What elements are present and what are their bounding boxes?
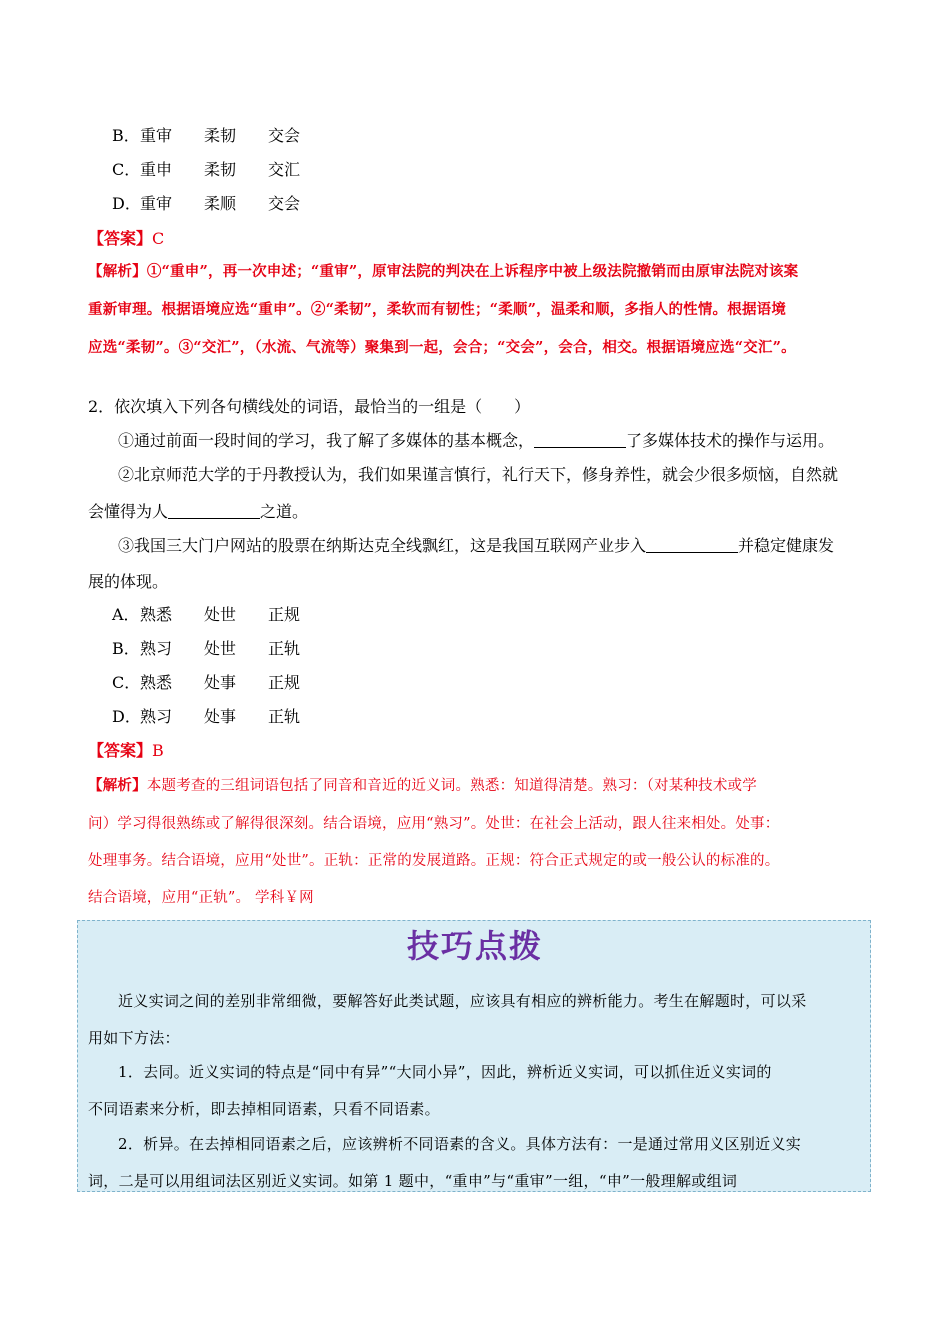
q2-stem: 2．依次填入下列各句横线处的词语，最恰当的一组是（ ）	[88, 397, 531, 416]
q2-option-d: D．熟习 处事 正轨	[112, 707, 301, 726]
tips-line-6: 词，二是可以用组词法区别近义实词。如第 1 题中，“重申”与“重审”一组，“申”一般理解或组词	[88, 1172, 738, 1190]
q2-option-a: A．熟悉 处世 正规	[112, 605, 301, 624]
q1-answer: 【答案】C	[88, 229, 165, 248]
q1-analysis-line-1: 【解析】①“重申”，再一次申述；“重审”，原审法院的判决在上诉程序中被上级法院撤销而由原审法院对该案	[88, 263, 799, 280]
q2-analysis-line-2: 问）学习得很熟练或了解得很深刻。结合语境，应用“熟习”。处世：在社会上活动，跟人往来相处。处事：	[88, 816, 780, 832]
q1-option-b: B．重审 柔韧 交会	[112, 126, 301, 145]
tips-line-4: 不同语素来分析，即去掉相同语素，只看不同语素。	[88, 1100, 440, 1118]
q2-sentence-1: ①通过前面一段时间的学习，我了解了多媒体的基本概念， 了多媒体技术的操作与运用。	[118, 431, 835, 450]
q2-option-b: B．熟习 处世 正轨	[112, 639, 301, 658]
q2-sentence-3-cont: 展的体现。	[88, 572, 169, 591]
q2-blank-2	[168, 502, 260, 519]
q2-analysis-line-1: 【解析】本题考查的三组词语包括了同音和音近的近义词。熟悉：知道得清楚。熟习：（对某种技术或学	[88, 777, 757, 794]
tips-title: 技巧点拨	[406, 927, 543, 965]
q1-analysis-line-3: 应选“柔韧”。③“交汇”，（水流、气流等）聚集到一起，会合；“交会”，会合，相交。根据语境应选“交汇”。	[88, 339, 796, 356]
q2-analysis-line-3: 处理事务。结合语境，应用“处世”。正轨：正常的发展道路。正规：符合正式规定的或一般公认的标准的。	[88, 853, 780, 869]
tips-line-2: 用如下方法：	[88, 1029, 180, 1047]
q2-blank-3	[646, 536, 738, 553]
q1-option-d: D．重审 柔顺 交会	[112, 194, 301, 213]
q2-sentence-3: ③我国三大门户网站的股票在纳斯达克全线飘红，这是我国互联网产业步入 并稳定健康发	[118, 536, 835, 555]
q1-analysis-line-2: 重新审理。根据语境应选“重申”。②“柔韧”，柔软而有韧性；“柔顺”，温柔和顺，多指人的性情。根据语境	[88, 301, 787, 318]
q2-analysis-line-4: 结合语境，应用“正轨”。 学科￥网	[88, 890, 314, 906]
tips-line-1: 近义实词之间的差别非常细微，要解答好此类试题，应该具有相应的辨析能力。考生在解题时，可以采	[118, 992, 807, 1010]
q2-sentence-2-cont: 会懂得为人 之道。	[88, 502, 309, 521]
q2-blank-1	[534, 431, 626, 448]
q1-option-c: C．重申 柔韧 交汇	[112, 160, 301, 179]
q2-option-c: C．熟悉 处事 正规	[112, 673, 301, 692]
tips-line-3: 1．去同。近义实词的特点是“同中有异”“大同小异”，因此，辨析近义实词，可以抓住近义实词的	[118, 1063, 772, 1081]
q2-sentence-2: ②北京师范大学的于丹教授认为，我们如果谨言慎行，礼行天下，修身养性，就会少很多烦恼，自然就	[118, 465, 839, 484]
q2-answer: 【答案】B	[88, 741, 164, 760]
tips-line-5: 2．析异。在去掉相同语素之后，应该辨析不同语素的含义。具体方法有：一是通过常用义区别近义实	[118, 1135, 802, 1153]
